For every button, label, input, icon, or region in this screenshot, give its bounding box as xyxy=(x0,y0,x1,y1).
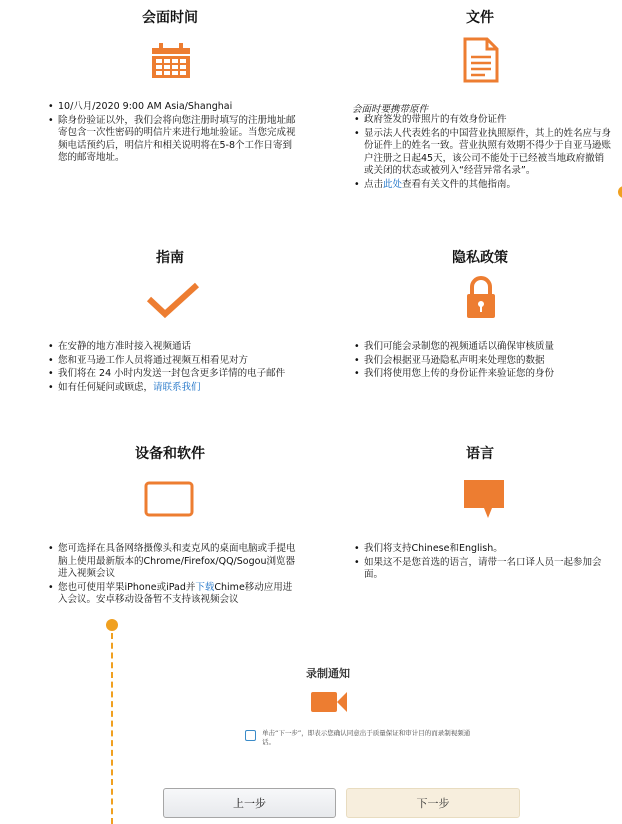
document-icon xyxy=(463,37,499,83)
meeting-time-list xyxy=(48,101,296,166)
privacy-item: • 我们将使用您上传的身份证件来验证您的身份 xyxy=(354,368,612,381)
timeline-dot xyxy=(106,619,118,631)
recording-title: 录制通知 xyxy=(306,667,350,680)
devices-title: 设备和软件 xyxy=(135,446,205,462)
documents-lead: 会面时要携带原件 xyxy=(352,104,429,115)
devices-item: • 您也可使用苹果iPhone或iPad并下载Chime移动应用进入会议。安卓移动设备暂不支持该视频会议 xyxy=(48,582,300,607)
privacy-item: • 我们可能会录制您的视频通话以确保审核质量 xyxy=(354,341,612,354)
guide-title: 指南 xyxy=(156,250,184,266)
recording-consent-checkbox[interactable] xyxy=(245,730,256,741)
meeting-time-title: 会面时间 xyxy=(142,10,198,26)
devices-list xyxy=(48,543,300,608)
guide-item: • 我们将在 24 小时内发送一封包含更多详情的电子邮件 xyxy=(48,368,300,381)
guide-item: • 您和亚马逊工作人员将通过视频互相看见对方 xyxy=(48,355,300,368)
privacy-list xyxy=(354,341,612,382)
documents-item: • 显示法人代表姓名的中国营业执照原件，其上的姓名应与身份证件上的姓名一致。营业执照有效期不得少于自亚马逊账户注册之日起45天，该公司不能处于已经被当地政府撤销或关闭的状态或被列入“经营异常名录”。 xyxy=(354,128,612,178)
documents-list xyxy=(354,114,612,192)
monitor-icon xyxy=(144,481,194,517)
speech-bubble-icon xyxy=(462,478,506,520)
language-title: 语言 xyxy=(466,446,494,462)
documents-item: • 政府签发的带照片的有效身份证件 xyxy=(354,114,612,127)
language-item: • 我们将支持Chinese和English。 xyxy=(354,543,616,556)
next-button[interactable]: 下一步 xyxy=(346,788,520,818)
language-item: • 如果这不是您首选的语言，请带一名口译人员一起参加会面。 xyxy=(354,557,616,582)
calendar-icon xyxy=(150,42,192,80)
guide-item: • 在安静的地方准时接入视频通话 xyxy=(48,341,300,354)
video-camera-icon xyxy=(309,688,349,716)
privacy-title: 隐私政策 xyxy=(452,250,508,266)
download-chime-link[interactable]: 下载 xyxy=(195,581,215,593)
documents-guide-link[interactable]: 此处 xyxy=(383,178,403,190)
documents-title: 文件 xyxy=(466,10,494,26)
meeting-time-item: • 除身份验证以外，我们会将向您注册时填写的注册地址邮寄包含一次性密码的明信片来进行地址验证。当您完成视频电话预约后，明信片和相关说明将在5-8个工作日寄到您的邮寄地址。 xyxy=(48,115,296,165)
devices-item: • 您可选择在具备网络摄像头和麦克风的桌面电脑或手提电脑上使用最新版本的Chrome/Firefox/QQ/Sogou浏览器进入视频会议 xyxy=(48,543,300,581)
previous-button[interactable]: 上一步 xyxy=(163,788,336,818)
lock-icon xyxy=(465,274,497,320)
meeting-time-item: • 10/八月/2020 9:00 AM Asia/Shanghai xyxy=(48,101,296,114)
side-marker-dot xyxy=(618,186,622,198)
language-list xyxy=(354,543,616,583)
timeline-line xyxy=(111,633,113,824)
guide-item: • 如有任何疑问或顾虑，请联系我们 xyxy=(48,382,300,395)
guide-list xyxy=(48,341,300,395)
checkmark-icon xyxy=(145,281,201,319)
contact-us-link[interactable]: 请联系我们 xyxy=(153,381,201,393)
recording-consent-text: 单击“下一步”，即表示您确认同意出于质量保证和审计目的而录制视频通话。 xyxy=(262,729,471,746)
privacy-item: • 我们会根据亚马逊隐私声明来处理您的数据 xyxy=(354,355,612,368)
documents-item: • 点击此处查看有关文件的其他指南。 xyxy=(354,179,612,192)
